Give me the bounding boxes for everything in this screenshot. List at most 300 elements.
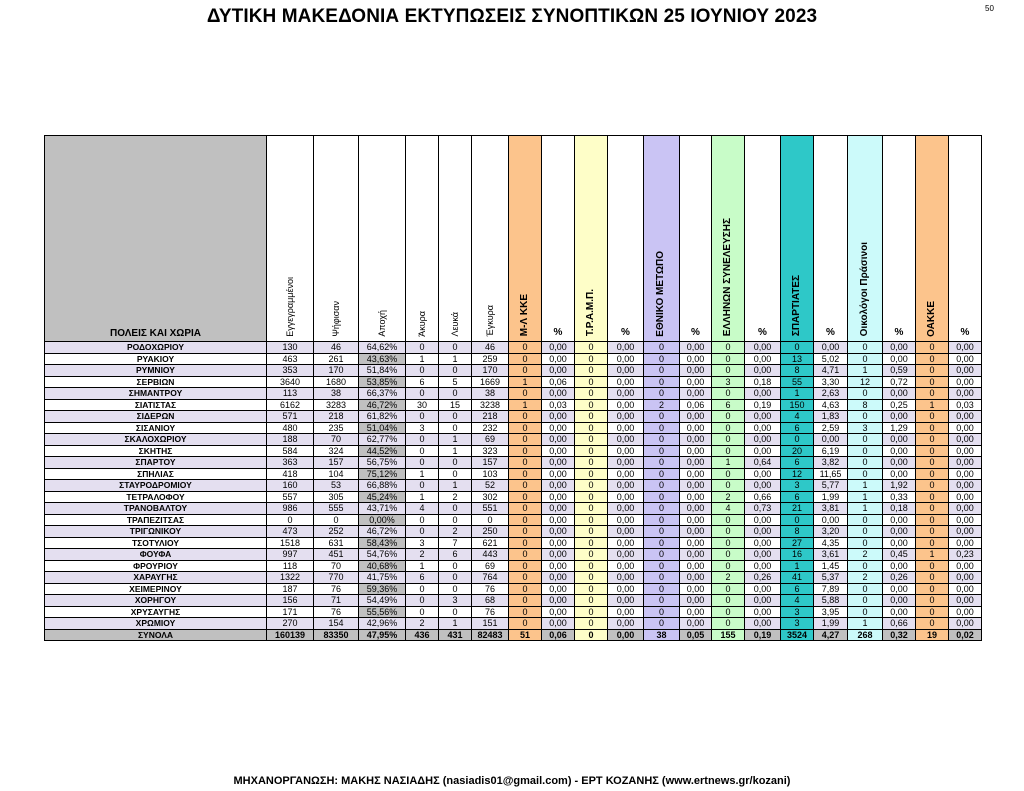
party-percent-cell: 0,00 bbox=[949, 560, 982, 572]
party-votes-cell: 1 bbox=[848, 480, 883, 492]
party-percent-cell: 0,00 bbox=[542, 434, 575, 446]
party-votes-cell: 0 bbox=[575, 422, 608, 434]
blank-cell: 1 bbox=[439, 434, 472, 446]
place-name-cell: ΣΤΑΥΡΟΔΡΟΜΙΟΥ bbox=[45, 480, 267, 492]
party-percent-cell: 1,29 bbox=[883, 422, 916, 434]
party-percent-cell: 0,00 bbox=[883, 595, 916, 607]
party-votes-cell: 12 bbox=[848, 376, 883, 388]
blank-cell: 0 bbox=[439, 411, 472, 423]
party-percent-cell: 0,00 bbox=[608, 411, 644, 423]
party-percent-cell: 0,00 bbox=[883, 388, 916, 400]
party-votes-cell: 0 bbox=[916, 595, 949, 607]
party-percent-cell: 0,00 bbox=[680, 353, 712, 365]
party-votes-cell: 6 bbox=[712, 399, 745, 411]
party-votes-cell: 0 bbox=[916, 411, 949, 423]
table-row bbox=[45, 411, 982, 423]
table-row bbox=[45, 422, 982, 434]
abstention-cell: 43,71% bbox=[359, 503, 406, 515]
party-percent-cell: 0,00 bbox=[949, 537, 982, 549]
party-votes-cell: 1 bbox=[848, 491, 883, 503]
party-percent-cell: 0,00 bbox=[949, 514, 982, 526]
invalid-cell: 0 bbox=[406, 365, 439, 377]
party-votes-cell: 0 bbox=[575, 583, 608, 595]
party-votes-cell: 3 bbox=[781, 480, 814, 492]
invalid-cell: 0 bbox=[406, 526, 439, 538]
invalid-header-label: Άκυρα bbox=[416, 310, 427, 337]
party-votes-cell: 0 bbox=[575, 514, 608, 526]
party-votes-cell: 0 bbox=[575, 468, 608, 480]
valid-header-label: Έγκυρα bbox=[484, 305, 495, 337]
party-votes-cell: 0 bbox=[916, 365, 949, 377]
party-percent-cell: 0,00 bbox=[608, 503, 644, 515]
percent-header-label: % bbox=[960, 326, 970, 338]
party-percent-cell: 0,00 bbox=[949, 434, 982, 446]
blank-cell: 0 bbox=[439, 606, 472, 618]
blank-cell: 1 bbox=[439, 353, 472, 365]
invalid-cell: 0 bbox=[406, 480, 439, 492]
party-percent-cell: 4,63 bbox=[814, 399, 848, 411]
party-percent-cell: 0,00 bbox=[542, 560, 575, 572]
party-votes-cell: 0 bbox=[509, 353, 542, 365]
party-percent-cell: 0,00 bbox=[608, 629, 644, 641]
party-votes-cell: 0 bbox=[509, 549, 542, 561]
party-votes-cell: 0 bbox=[509, 422, 542, 434]
party-column-header bbox=[644, 136, 680, 342]
percent-column-header bbox=[608, 136, 644, 342]
party-votes-cell: 3 bbox=[712, 376, 745, 388]
party-percent-cell: 0,00 bbox=[745, 583, 781, 595]
party-votes-cell: 1 bbox=[848, 503, 883, 515]
party-percent-cell: 0,02 bbox=[949, 629, 982, 641]
party-votes-cell: 0 bbox=[848, 457, 883, 469]
party-votes-cell: 3524 bbox=[781, 629, 814, 641]
invalid-cell: 0 bbox=[406, 595, 439, 607]
party-votes-cell: 0 bbox=[916, 514, 949, 526]
voted-cell: 252 bbox=[314, 526, 359, 538]
blank-cell: 5 bbox=[439, 376, 472, 388]
abstention-cell: 40,68% bbox=[359, 560, 406, 572]
party-percent-cell: 0,00 bbox=[745, 411, 781, 423]
party-percent-cell: 0,00 bbox=[680, 526, 712, 538]
party-percent-cell: 0,00 bbox=[608, 376, 644, 388]
party-votes-cell: 0 bbox=[644, 526, 680, 538]
party-percent-cell: 0,18 bbox=[883, 503, 916, 515]
party-votes-cell: 6 bbox=[781, 491, 814, 503]
party-percent-cell: 0,59 bbox=[883, 365, 916, 377]
percent-header-label: % bbox=[691, 326, 700, 338]
party-votes-cell: 6 bbox=[781, 422, 814, 434]
party-percent-cell: 0,00 bbox=[542, 514, 575, 526]
party-votes-cell: 0 bbox=[575, 537, 608, 549]
registered-cell: 130 bbox=[267, 342, 314, 354]
voted-cell: 53 bbox=[314, 480, 359, 492]
blank-cell: 15 bbox=[439, 399, 472, 411]
party-percent-cell: 0,06 bbox=[542, 629, 575, 641]
registered-cell: 463 bbox=[267, 353, 314, 365]
voted-cell: 70 bbox=[314, 560, 359, 572]
party-votes-cell: 0 bbox=[575, 457, 608, 469]
party-percent-cell: 0,00 bbox=[949, 457, 982, 469]
table-row bbox=[45, 434, 982, 446]
table-row bbox=[45, 388, 982, 400]
table-row bbox=[45, 583, 982, 595]
party-header-label: ΣΠΑΡΤΙΑΤΕΣ bbox=[790, 275, 802, 337]
party-percent-cell: 0,00 bbox=[608, 422, 644, 434]
party-votes-cell: 0 bbox=[644, 457, 680, 469]
party-votes-cell: 0 bbox=[916, 422, 949, 434]
table-row bbox=[45, 491, 982, 503]
registered-cell: 584 bbox=[267, 445, 314, 457]
party-votes-cell: 0 bbox=[916, 560, 949, 572]
voted-cell: 3283 bbox=[314, 399, 359, 411]
party-percent-cell: 1,99 bbox=[814, 618, 848, 630]
party-percent-cell: 0,00 bbox=[680, 583, 712, 595]
party-votes-cell: 0 bbox=[644, 537, 680, 549]
party-votes-cell: 0 bbox=[712, 606, 745, 618]
party-votes-cell: 0 bbox=[712, 411, 745, 423]
party-percent-cell: 0,00 bbox=[608, 388, 644, 400]
party-percent-cell: 0,00 bbox=[542, 457, 575, 469]
party-percent-cell: 0,00 bbox=[680, 480, 712, 492]
party-percent-cell: 0,66 bbox=[883, 618, 916, 630]
party-votes-cell: 0 bbox=[509, 526, 542, 538]
place-name-cell: ΣΕΡΒΙΩΝ bbox=[45, 376, 267, 388]
valid-cell: 157 bbox=[472, 457, 509, 469]
party-percent-cell: 6,19 bbox=[814, 445, 848, 457]
party-percent-cell: 0,00 bbox=[949, 411, 982, 423]
voted-cell: 631 bbox=[314, 537, 359, 549]
party-votes-cell: 0 bbox=[848, 388, 883, 400]
party-percent-cell: 0,00 bbox=[745, 480, 781, 492]
percent-column-header bbox=[949, 136, 982, 342]
party-percent-cell: 3,61 bbox=[814, 549, 848, 561]
party-percent-cell: 0,64 bbox=[745, 457, 781, 469]
place-name-cell: ΤΡΑΠΕΖΙΤΣΑΣ bbox=[45, 514, 267, 526]
registered-cell: 418 bbox=[267, 468, 314, 480]
abstention-cell: 54,49% bbox=[359, 595, 406, 607]
party-percent-cell: 0,03 bbox=[542, 399, 575, 411]
blank-cell: 3 bbox=[439, 595, 472, 607]
party-percent-cell: 0,06 bbox=[542, 376, 575, 388]
party-votes-cell: 0 bbox=[848, 411, 883, 423]
party-votes-cell: 0 bbox=[712, 468, 745, 480]
table-row bbox=[45, 537, 982, 549]
party-percent-cell: 0,00 bbox=[608, 445, 644, 457]
party-votes-cell: 0 bbox=[509, 388, 542, 400]
party-percent-cell: 0,00 bbox=[680, 468, 712, 480]
valid-cell: 3238 bbox=[472, 399, 509, 411]
abstention-cell: 46,72% bbox=[359, 399, 406, 411]
invalid-cell: 0 bbox=[406, 583, 439, 595]
blank-cell: 0 bbox=[439, 342, 472, 354]
party-votes-cell: 0 bbox=[916, 457, 949, 469]
voted-cell: 451 bbox=[314, 549, 359, 561]
party-votes-cell: 0 bbox=[575, 618, 608, 630]
blank-cell: 0 bbox=[439, 560, 472, 572]
valid-cell: 323 bbox=[472, 445, 509, 457]
party-percent-cell: 0,00 bbox=[608, 399, 644, 411]
party-percent-cell: 3,82 bbox=[814, 457, 848, 469]
invalid-cell: 0 bbox=[406, 445, 439, 457]
abstention-cell: 45,24% bbox=[359, 491, 406, 503]
party-percent-cell: 0,00 bbox=[949, 595, 982, 607]
invalid-column-header bbox=[406, 136, 439, 342]
party-percent-cell: 1,99 bbox=[814, 491, 848, 503]
party-percent-cell: 5,37 bbox=[814, 572, 848, 584]
party-percent-cell: 0,00 bbox=[542, 595, 575, 607]
party-percent-cell: 0,00 bbox=[745, 365, 781, 377]
registered-column-header bbox=[267, 136, 314, 342]
party-votes-cell: 27 bbox=[781, 537, 814, 549]
party-votes-cell: 0 bbox=[848, 445, 883, 457]
party-votes-cell: 0 bbox=[916, 342, 949, 354]
valid-cell: 218 bbox=[472, 411, 509, 423]
valid-cell: 443 bbox=[472, 549, 509, 561]
party-votes-cell: 0 bbox=[916, 572, 949, 584]
place-name-cell: ΤΡΙΓΩΝΙΚΟΥ bbox=[45, 526, 267, 538]
voted-cell: 104 bbox=[314, 468, 359, 480]
party-votes-cell: 0 bbox=[916, 353, 949, 365]
registered-header-label: Εγγεγραμμένοι bbox=[284, 276, 295, 337]
party-votes-cell: 0 bbox=[712, 514, 745, 526]
party-percent-cell: 0,00 bbox=[680, 503, 712, 515]
valid-cell: 69 bbox=[472, 560, 509, 572]
place-name-cell: ΧΡΩΜΙΟΥ bbox=[45, 618, 267, 630]
party-percent-cell: 0,18 bbox=[745, 376, 781, 388]
party-votes-cell: 0 bbox=[509, 560, 542, 572]
party-percent-cell: 0,00 bbox=[542, 353, 575, 365]
party-votes-cell: 150 bbox=[781, 399, 814, 411]
party-votes-cell: 0 bbox=[575, 353, 608, 365]
voted-cell: 170 bbox=[314, 365, 359, 377]
party-percent-cell: 0,00 bbox=[883, 445, 916, 457]
registered-cell: 156 bbox=[267, 595, 314, 607]
party-votes-cell: 0 bbox=[644, 434, 680, 446]
party-votes-cell: 16 bbox=[781, 549, 814, 561]
blank-cell: 0 bbox=[439, 503, 472, 515]
party-votes-cell: 0 bbox=[712, 549, 745, 561]
party-votes-cell: 0 bbox=[712, 422, 745, 434]
party-percent-cell: 0,00 bbox=[745, 422, 781, 434]
invalid-cell: 3 bbox=[406, 422, 439, 434]
blank-cell: 0 bbox=[439, 457, 472, 469]
party-votes-cell: 0 bbox=[575, 434, 608, 446]
party-votes-cell: 0 bbox=[712, 353, 745, 365]
party-votes-cell: 0 bbox=[644, 353, 680, 365]
valid-column-header bbox=[472, 136, 509, 342]
party-votes-cell: 0 bbox=[575, 560, 608, 572]
party-percent-cell: 0,00 bbox=[680, 491, 712, 503]
party-percent-cell: 11,65 bbox=[814, 468, 848, 480]
table-row bbox=[45, 353, 982, 365]
party-percent-cell: 0,00 bbox=[745, 353, 781, 365]
abstention-cell: 56,75% bbox=[359, 457, 406, 469]
party-percent-cell: 0,00 bbox=[542, 503, 575, 515]
table-row bbox=[45, 618, 982, 630]
party-percent-cell: 0,00 bbox=[608, 434, 644, 446]
party-votes-cell: 0 bbox=[712, 618, 745, 630]
invalid-cell: 3 bbox=[406, 537, 439, 549]
party-percent-cell: 0,45 bbox=[883, 549, 916, 561]
party-votes-cell: 20 bbox=[781, 445, 814, 457]
party-percent-cell: 0,00 bbox=[542, 480, 575, 492]
party-percent-cell: 0,00 bbox=[680, 549, 712, 561]
percent-header-label: % bbox=[758, 326, 767, 338]
party-header-label: Οικολόγοι Πράσινοι bbox=[858, 242, 870, 337]
voted-cell: 324 bbox=[314, 445, 359, 457]
party-votes-cell: 8 bbox=[781, 526, 814, 538]
party-percent-cell: 0,00 bbox=[608, 480, 644, 492]
party-votes-cell: 0 bbox=[575, 480, 608, 492]
party-votes-cell: 0 bbox=[781, 434, 814, 446]
party-percent-cell: 0,00 bbox=[745, 342, 781, 354]
place-name-cell: ΤΕΤΡΑΛΟΦΟΥ bbox=[45, 491, 267, 503]
party-votes-cell: 0 bbox=[848, 526, 883, 538]
party-votes-cell: 3 bbox=[781, 606, 814, 618]
party-percent-cell: 0,00 bbox=[542, 388, 575, 400]
voted-cell: 76 bbox=[314, 583, 359, 595]
party-votes-cell: 0 bbox=[644, 491, 680, 503]
party-votes-cell: 0 bbox=[509, 480, 542, 492]
place-name-cell: ΡΥΑΚΙΟΥ bbox=[45, 353, 267, 365]
party-votes-cell: 0 bbox=[575, 399, 608, 411]
party-percent-cell: 1,83 bbox=[814, 411, 848, 423]
party-votes-cell: 0 bbox=[575, 491, 608, 503]
voted-cell: 46 bbox=[314, 342, 359, 354]
party-votes-cell: 0 bbox=[916, 491, 949, 503]
voted-column-header bbox=[314, 136, 359, 342]
party-votes-cell: 0 bbox=[509, 572, 542, 584]
voted-cell: 76 bbox=[314, 606, 359, 618]
party-percent-cell: 0,00 bbox=[949, 618, 982, 630]
registered-cell: 3640 bbox=[267, 376, 314, 388]
party-votes-cell: 0 bbox=[509, 434, 542, 446]
party-votes-cell: 51 bbox=[509, 629, 542, 641]
invalid-cell: 0 bbox=[406, 606, 439, 618]
valid-cell: 551 bbox=[472, 503, 509, 515]
abstention-cell: 54,76% bbox=[359, 549, 406, 561]
abstention-column-header bbox=[359, 136, 406, 342]
percent-header-label: % bbox=[553, 326, 563, 338]
table-row bbox=[45, 445, 982, 457]
party-votes-cell: 0 bbox=[916, 480, 949, 492]
table-row bbox=[45, 572, 982, 584]
party-header-label: ΕΛΛΗΝΩΝ ΣΥΝΕΛΕΥΣΗΣ bbox=[721, 218, 733, 337]
party-header-label: ΕΘΝΙΚΟ ΜΕΤΩΠΟ bbox=[655, 250, 667, 337]
party-percent-cell: 0,00 bbox=[949, 572, 982, 584]
place-name-cell: ΣΚΗΤΗΣ bbox=[45, 445, 267, 457]
invalid-cell: 0 bbox=[406, 457, 439, 469]
party-percent-cell: 0,00 bbox=[949, 606, 982, 618]
percent-column-header bbox=[814, 136, 848, 342]
party-votes-cell: 0 bbox=[644, 618, 680, 630]
party-votes-cell: 0 bbox=[509, 537, 542, 549]
party-votes-cell: 2 bbox=[848, 572, 883, 584]
party-votes-cell: 0 bbox=[644, 411, 680, 423]
party-votes-cell: 0 bbox=[916, 434, 949, 446]
party-votes-cell: 0 bbox=[575, 595, 608, 607]
invalid-cell: 0 bbox=[406, 388, 439, 400]
party-column-header bbox=[916, 136, 949, 342]
party-votes-cell: 0 bbox=[509, 491, 542, 503]
party-votes-cell: 0 bbox=[644, 445, 680, 457]
invalid-cell: 1 bbox=[406, 353, 439, 365]
party-votes-cell: 1 bbox=[916, 549, 949, 561]
party-percent-cell: 0,00 bbox=[680, 445, 712, 457]
registered-cell: 6162 bbox=[267, 399, 314, 411]
party-votes-cell: 0 bbox=[848, 342, 883, 354]
party-percent-cell: 0,00 bbox=[608, 537, 644, 549]
party-votes-cell: 0 bbox=[575, 365, 608, 377]
party-header-label: ΟΑΚΚΕ bbox=[925, 300, 937, 337]
invalid-cell: 6 bbox=[406, 572, 439, 584]
party-percent-cell: 0,00 bbox=[542, 411, 575, 423]
party-votes-cell: 1 bbox=[848, 365, 883, 377]
valid-cell: 302 bbox=[472, 491, 509, 503]
party-percent-cell: 0,26 bbox=[883, 572, 916, 584]
table-row bbox=[45, 595, 982, 607]
party-percent-cell: 0,05 bbox=[680, 629, 712, 641]
party-percent-cell: 0,00 bbox=[608, 514, 644, 526]
party-percent-cell: 0,00 bbox=[745, 468, 781, 480]
blank-cell: 1 bbox=[439, 618, 472, 630]
abstention-cell: 42,96% bbox=[359, 618, 406, 630]
invalid-cell: 0 bbox=[406, 342, 439, 354]
registered-cell: 118 bbox=[267, 560, 314, 572]
table-row bbox=[45, 503, 982, 515]
place-name-cell: ΡΥΜΝΙΟΥ bbox=[45, 365, 267, 377]
place-name-cell: ΣΚΑΛΟΧΩΡΙΟΥ bbox=[45, 434, 267, 446]
party-votes-cell: 0 bbox=[916, 388, 949, 400]
voted-cell: 0 bbox=[314, 514, 359, 526]
party-votes-cell: 12 bbox=[781, 468, 814, 480]
page-number: 50 bbox=[985, 4, 994, 13]
party-percent-cell: 0,00 bbox=[608, 606, 644, 618]
party-percent-cell: 0,19 bbox=[745, 399, 781, 411]
valid-cell: 250 bbox=[472, 526, 509, 538]
party-percent-cell: 0,00 bbox=[680, 342, 712, 354]
registered-cell: 187 bbox=[267, 583, 314, 595]
party-votes-cell: 0 bbox=[509, 606, 542, 618]
table-row bbox=[45, 342, 982, 354]
registered-cell: 557 bbox=[267, 491, 314, 503]
party-percent-cell: 0,00 bbox=[542, 583, 575, 595]
party-votes-cell: 0 bbox=[848, 468, 883, 480]
party-votes-cell: 0 bbox=[509, 514, 542, 526]
party-percent-cell: 0,00 bbox=[680, 411, 712, 423]
party-votes-cell: 6 bbox=[781, 457, 814, 469]
party-column-header bbox=[781, 136, 814, 342]
blank-cell: 0 bbox=[439, 365, 472, 377]
party-votes-cell: 0 bbox=[644, 583, 680, 595]
voted-cell: 261 bbox=[314, 353, 359, 365]
valid-cell: 151 bbox=[472, 618, 509, 630]
footer-credits: ΜΗΧΑΝΟΡΓΑΝΩΣΗ: ΜΑΚΗΣ ΝΑΣΙΑΔΗΣ (nasiadis01@gmail.com) - ΕΡΤ ΚΟΖΑΝΗΣ (www.ertnews.gr/kozani) bbox=[233, 775, 791, 787]
party-percent-cell: 0,00 bbox=[745, 434, 781, 446]
party-percent-cell: 0,00 bbox=[680, 595, 712, 607]
registered-cell: 571 bbox=[267, 411, 314, 423]
party-votes-cell: 1 bbox=[916, 399, 949, 411]
abstention-cell: 47,95% bbox=[359, 629, 406, 641]
party-percent-cell: 0,00 bbox=[745, 560, 781, 572]
place-name-cell: ΣΠΑΡΤΟΥ bbox=[45, 457, 267, 469]
party-votes-cell: 0 bbox=[575, 526, 608, 538]
party-percent-cell: 0,00 bbox=[949, 491, 982, 503]
party-votes-cell: 0 bbox=[644, 560, 680, 572]
party-votes-cell: 13 bbox=[781, 353, 814, 365]
abstention-cell: 55,56% bbox=[359, 606, 406, 618]
abstention-cell: 62,77% bbox=[359, 434, 406, 446]
